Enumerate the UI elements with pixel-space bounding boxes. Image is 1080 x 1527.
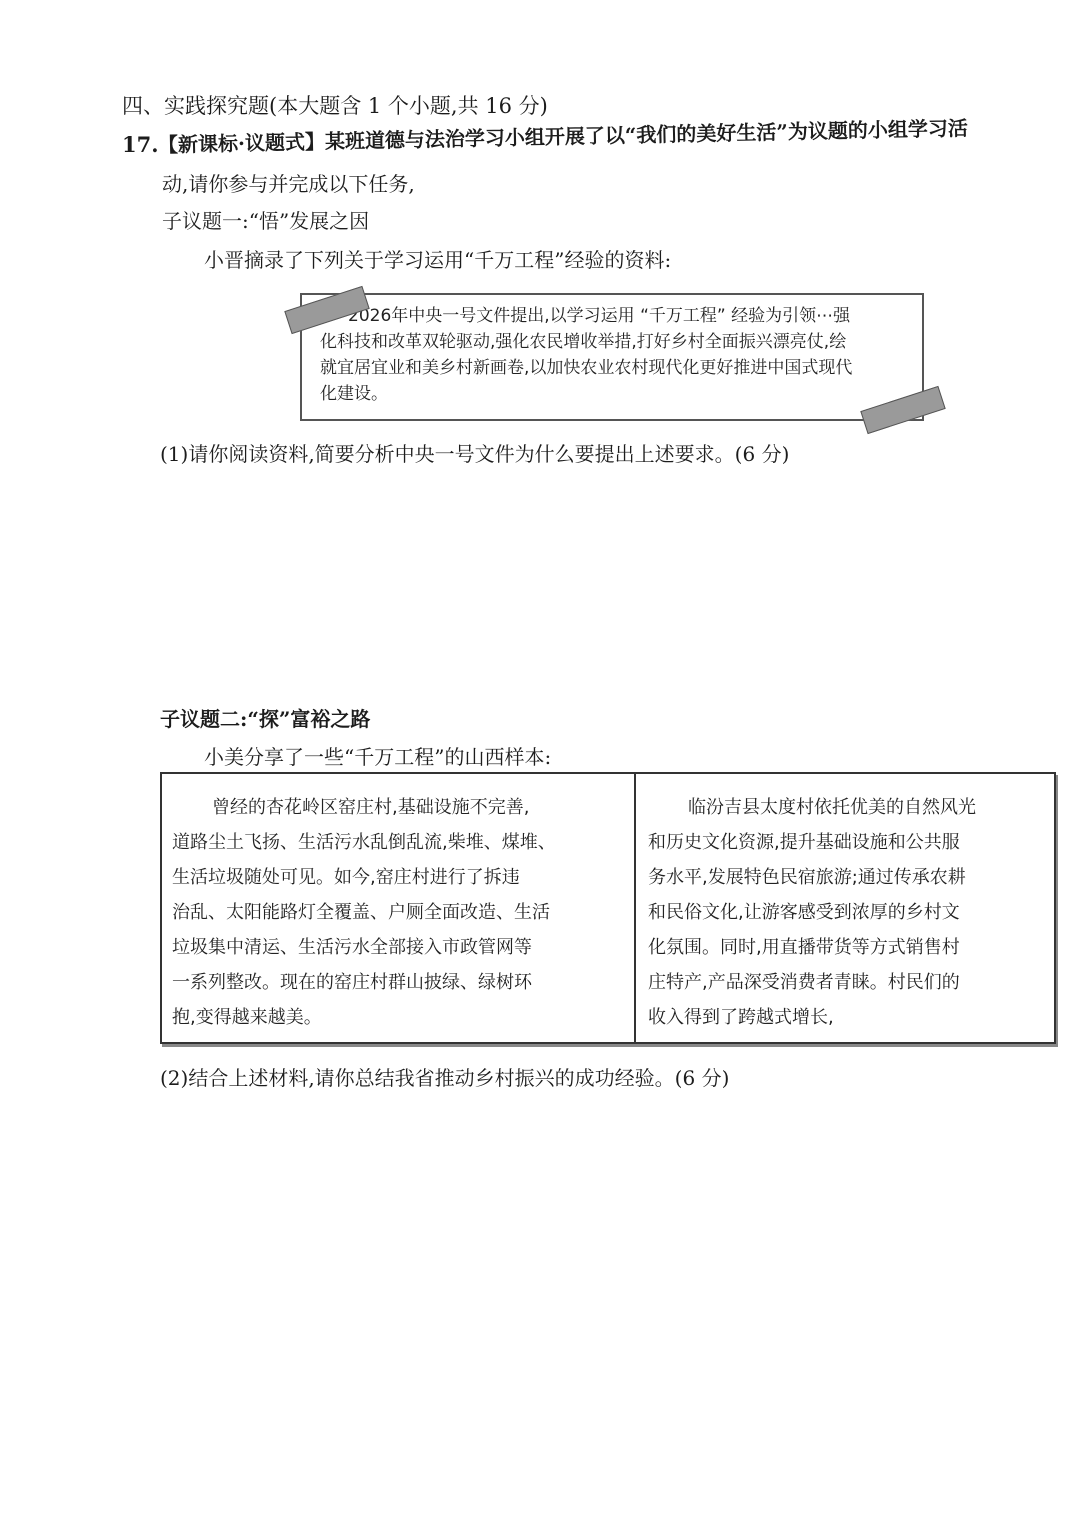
quote-line: 2026年中央一号文件提出,以学习运用 “千万工程” 经验为引领⋯强 [348, 306, 851, 326]
material-table [160, 772, 1056, 1044]
right-cell-line: 化氛围。同时,用直播带货等方式销售村 [648, 937, 960, 958]
question-1-text: (1)请你阅读资料,简要分析中央一号文件为什么要提出上述要求。(6 分) [160, 442, 790, 466]
right-cell-line: 庄特产,产品深受消费者青睐。村民们的 [648, 972, 960, 993]
question-stem: 【新课标·议题式】某班道德与法治学习小组开展了以“我们的美好生活”为议题的小组学习活 [157, 116, 969, 157]
left-cell-line: 生活垃圾随处可见。如今,窑庄村进行了拆违 [172, 867, 520, 888]
left-cell-line: 垃圾集中清运、生活污水全部接入市政管网等 [172, 937, 532, 958]
right-cell-line: 务水平,发展特色民宿旅游;通过传承农耕 [648, 867, 966, 888]
question-2-text: (2)结合上述材料,请你总结我省推动乡村振兴的成功经验。(6 分) [160, 1066, 730, 1090]
right-cell-line: 和历史文化资源,提升基础设施和公共服 [648, 832, 960, 853]
quote-material-box [300, 293, 924, 421]
left-cell-line: 道路尘土飞扬、生活污水乱倒乱流,柴堆、煤堆、 [172, 832, 556, 853]
quote-line: 就宜居宜业和美乡村新画卷,以加快农业农村现代化更好推进中国式现代 [320, 358, 853, 378]
table-column-divider [634, 774, 636, 1042]
question-number: 17. [122, 132, 159, 157]
right-cell-line: 和民俗文化,让游客感受到浓厚的乡村文 [648, 902, 960, 923]
question-stem-continued: 动,请你参与并完成以下任务, [162, 172, 415, 196]
sub-topic-1-title: 子议题一:“悟”发展之因 [162, 209, 370, 233]
quote-line: 化科技和改革双轮驱动,强化农民增收举措,打好乡村全面振兴漂亮仗,绘 [320, 332, 847, 352]
sub-topic-2-title: 子议题二:“探”富裕之路 [160, 707, 371, 731]
right-cell-line: 临汾吉县太度村依托优美的自然风光 [688, 797, 976, 818]
sub-topic-1-intro: 小晋摘录了下列关于学习运用“千万工程”经验的资料: [204, 248, 672, 272]
section-heading: 四、实践探究题(本大题含 1 个小题,共 16 分) [122, 94, 548, 118]
quote-line: 化建设。 [320, 384, 388, 404]
left-cell-line: 曾经的杏花岭区窑庄村,基础设施不完善, [212, 797, 530, 818]
left-cell-line: 治乱、太阳能路灯全覆盖、户厕全面改造、生活 [172, 902, 550, 923]
right-cell-line: 收入得到了跨越式增长, [648, 1007, 834, 1028]
left-cell-line: 抱,变得越来越美。 [172, 1007, 322, 1028]
left-cell-line: 一系列整改。现在的窑庄村群山披绿、绿树环 [172, 972, 532, 993]
sub-topic-2-intro: 小美分享了一些“千万工程”的山西样本: [204, 745, 552, 769]
